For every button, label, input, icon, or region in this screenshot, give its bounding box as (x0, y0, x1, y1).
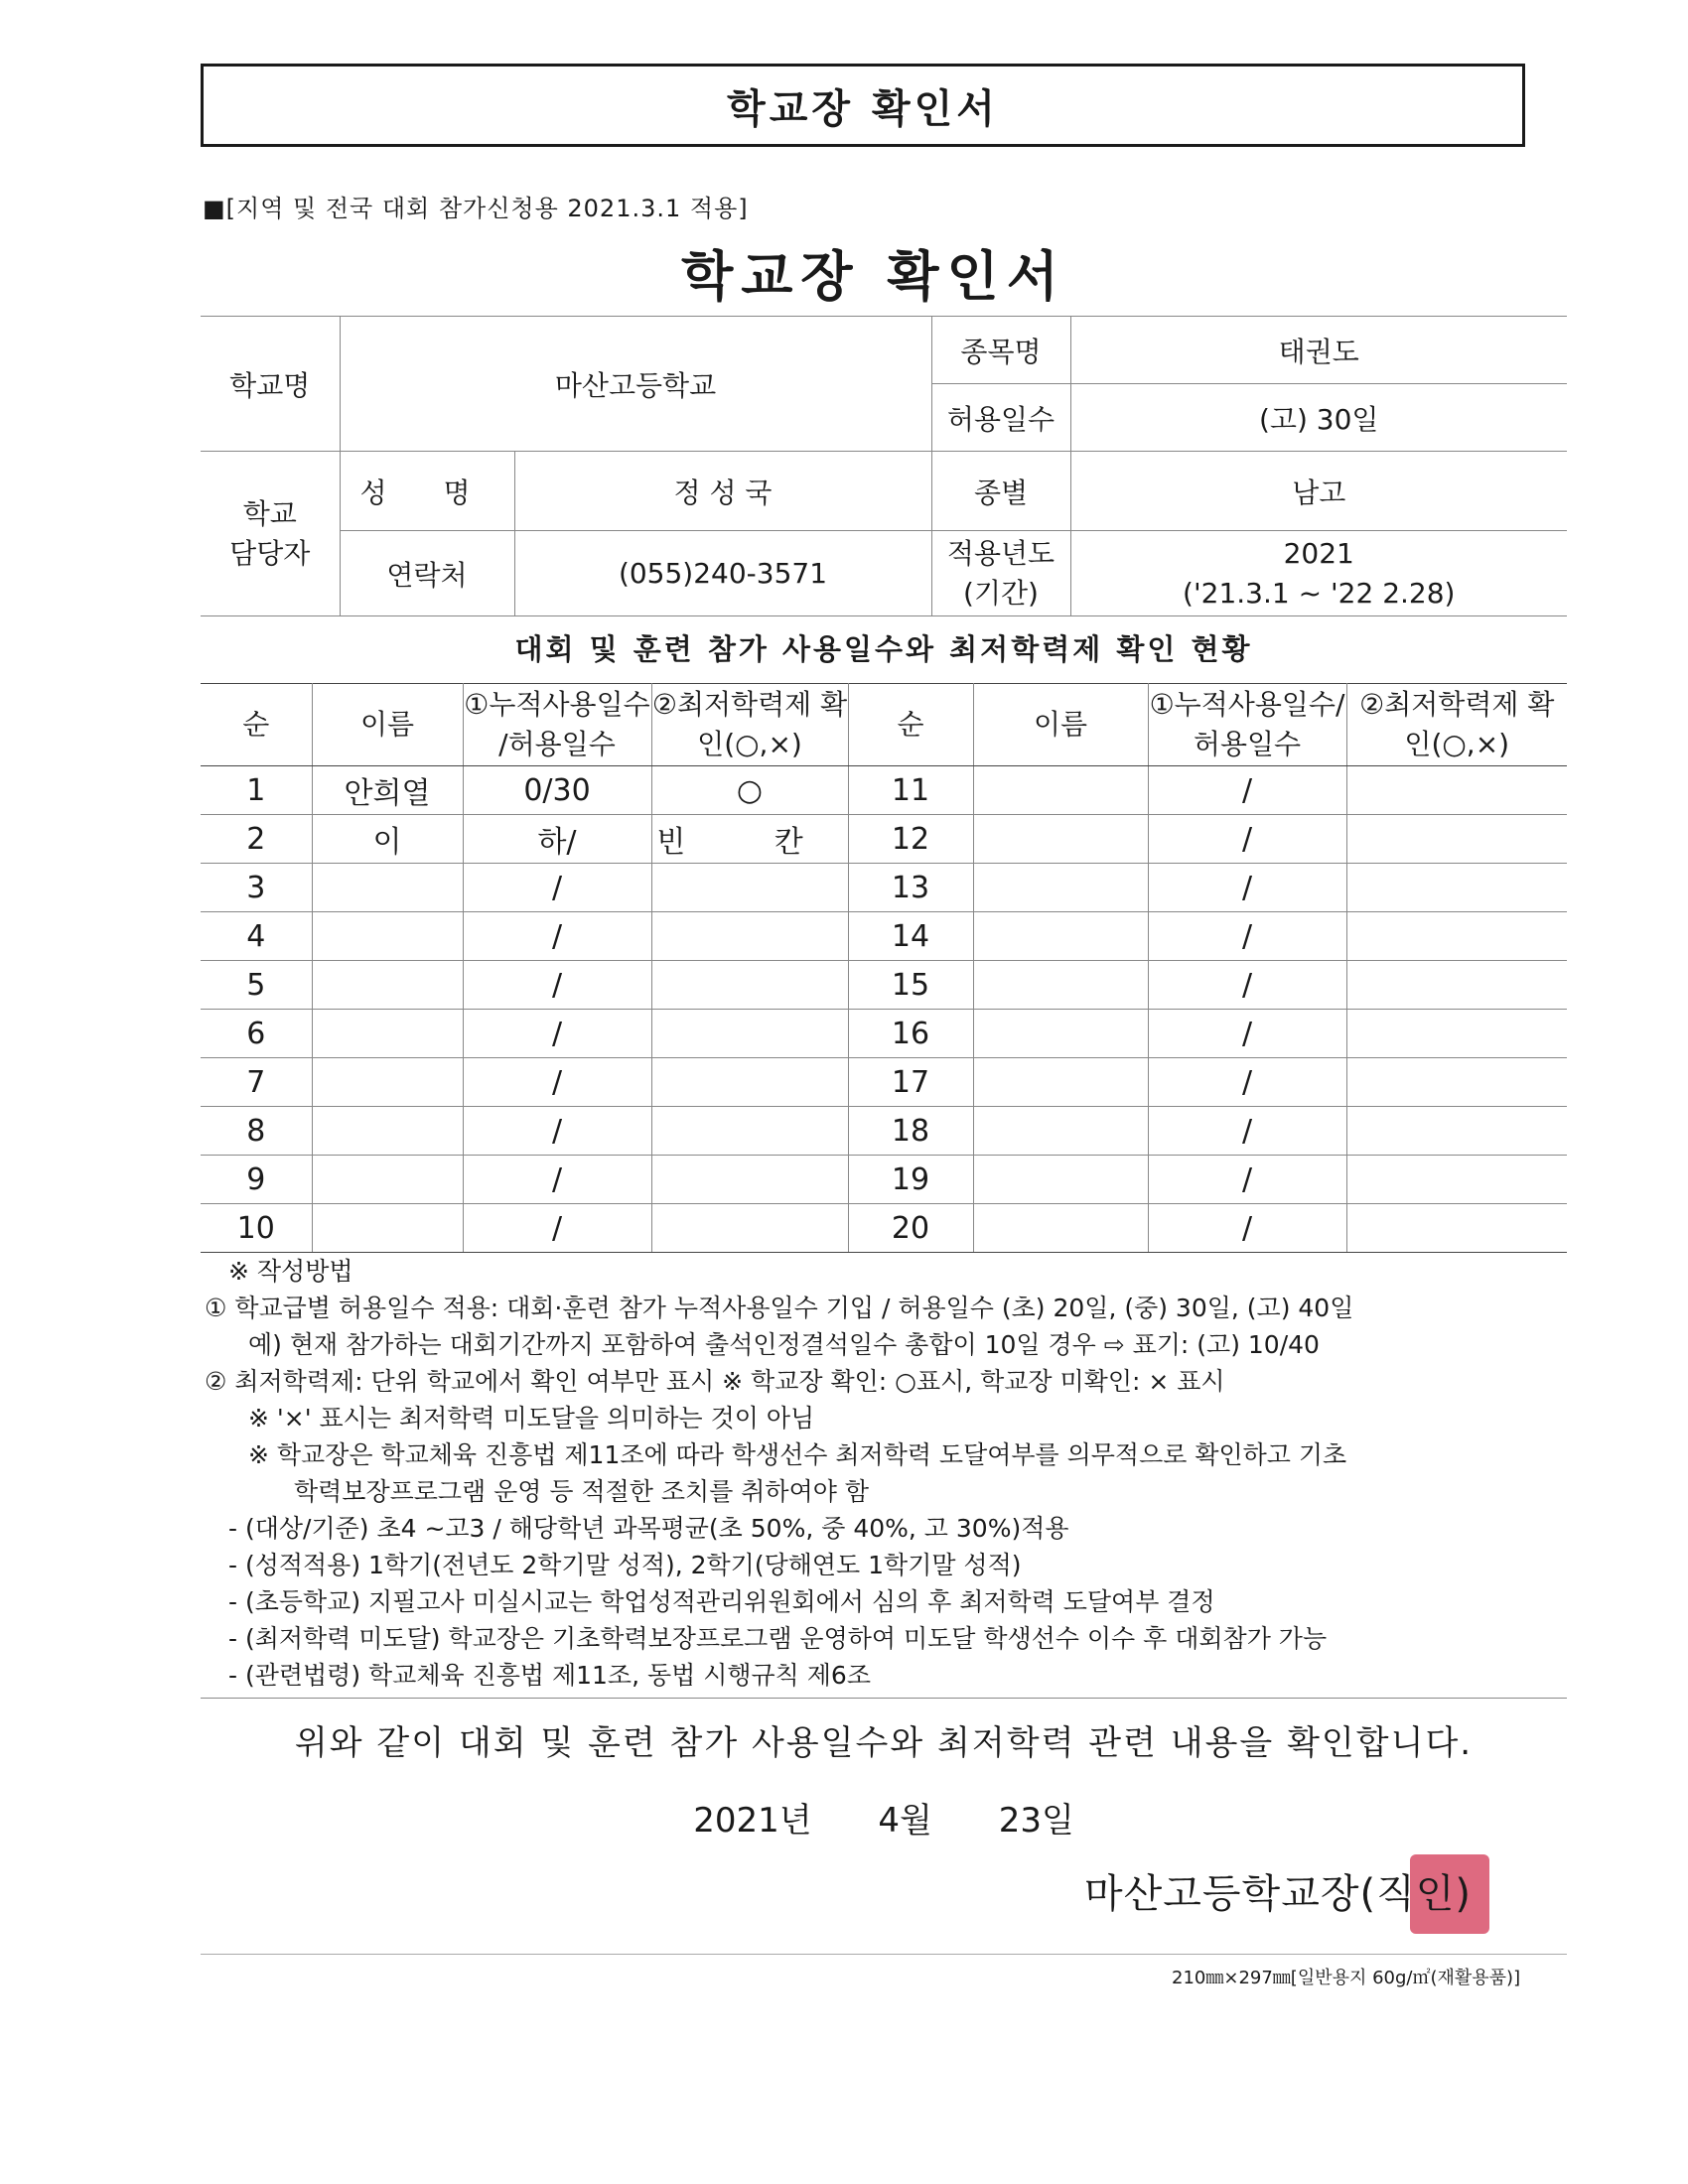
student-name (312, 1010, 463, 1058)
days-used: / (463, 912, 651, 961)
table-row (201, 912, 1567, 961)
days-used: / (1148, 1010, 1346, 1058)
row-number: 2 (201, 815, 312, 864)
row-number: 7 (201, 1058, 312, 1107)
student-name (312, 1204, 463, 1253)
student-name (973, 766, 1148, 815)
row-number: 5 (201, 961, 312, 1010)
days-used: / (463, 864, 651, 912)
divider (201, 1954, 1567, 1955)
event-value: 태권도 (1070, 317, 1567, 384)
student-name: 이 (312, 815, 463, 864)
header-number-2: 순 (848, 684, 973, 766)
row-number: 17 (848, 1058, 973, 1107)
days-used: / (1148, 1058, 1346, 1107)
school-name: 마산고등학교 (340, 317, 931, 452)
confirmation-statement: 위와 같이 대회 및 훈련 참가 사용일수와 최저학력 관련 내용을 확인합니다. (294, 1723, 1474, 1763)
achievement-check (651, 1010, 848, 1058)
year-cell (1070, 531, 1567, 616)
period-value: ('21.3.1 ~ '22 2.28) (1183, 576, 1456, 610)
achievement-check (651, 1204, 848, 1253)
days-used: / (463, 1204, 651, 1253)
student-name (973, 961, 1148, 1010)
staff-name-label: 성 명 (340, 452, 514, 531)
student-name (312, 1058, 463, 1107)
achievement-check (1346, 961, 1567, 1010)
student-name (312, 912, 463, 961)
header-check-2: ②최저학력제 확인(○,×) (1346, 684, 1567, 766)
form-subheader: ■[지역 및 전국 대회 참가신청용 2021.3.1 적용] (203, 195, 749, 222)
school-info-table (201, 316, 1567, 616)
student-name (973, 1204, 1148, 1253)
row-number: 18 (848, 1107, 973, 1156)
achievement-check: ○ (651, 766, 848, 815)
staff-label: 학교 담당자 (201, 452, 340, 616)
row-number: 19 (848, 1156, 973, 1204)
achievement-check (1346, 815, 1567, 864)
days-used: / (463, 1107, 651, 1156)
row-number: 16 (848, 1010, 973, 1058)
instruction-bullet: - (초등학교) 지필고사 미실시교는 학업성적관리위원회에서 심의 후 최저학력 도달여부 결정 (228, 1587, 1215, 1616)
table-row (201, 1107, 1567, 1156)
row-number: 9 (201, 1156, 312, 1204)
category-label: 종별 (931, 452, 1070, 531)
days-used: / (1148, 912, 1346, 961)
days-used: / (463, 961, 651, 1010)
header-name-2: 이름 (973, 684, 1148, 766)
section-title: 대회 및 훈련 참가 사용일수와 최저학력제 확인 현황 (514, 632, 1253, 666)
row-number: 10 (201, 1204, 312, 1253)
achievement-check (1346, 1204, 1567, 1253)
contact-value: (055)240-3571 (514, 531, 931, 616)
days-used: / (463, 1010, 651, 1058)
table-row (201, 815, 1567, 864)
student-name (973, 1156, 1148, 1204)
achievement-check (651, 1156, 848, 1204)
category-value: 남고 (1070, 452, 1567, 531)
instruction-bullet: - (관련법령) 학교체육 진흥법 제11조, 동법 시행규칙 제6조 (228, 1661, 871, 1690)
school-label: 학교명 (201, 317, 340, 452)
days-used: / (1148, 1156, 1346, 1204)
row-number: 12 (848, 815, 973, 864)
student-name: 안희열 (312, 766, 463, 815)
days-used: / (463, 1058, 651, 1107)
days-used: / (1148, 864, 1346, 912)
issue-date (201, 1793, 1567, 1842)
student-name (973, 864, 1148, 912)
instruction-bullet: - (최저학력 미도달) 학교장은 기초학력보장프로그램 운영하여 미도달 학생선수 이수 후 대회참가 가능 (228, 1624, 1328, 1653)
student-name (973, 1010, 1148, 1058)
top-title: 학교장 확인서 (727, 85, 999, 132)
row-number: 15 (848, 961, 973, 1010)
student-name (973, 1058, 1148, 1107)
row-number: 4 (201, 912, 312, 961)
student-name (973, 815, 1148, 864)
instruction-bullet: - (대상/기준) 초4 ~고3 / 해당학년 과목평균(초 50%, 중 40%, 고 30%)적용 (228, 1514, 1069, 1543)
allowed-days-label: 허용일수 (931, 384, 1070, 452)
row-number: 1 (201, 766, 312, 815)
instruction-bullet: - (성적적용) 1학기(전년도 2학기말 성적), 2학기(당해연도 1학기말 성적) (228, 1551, 1022, 1579)
header-days-2: ①누적사용일수/ 허용일수 (1148, 684, 1346, 766)
row-number: 8 (201, 1107, 312, 1156)
principal-signature: 마산고등학교장(직인) (1084, 1871, 1472, 1917)
header-days-1: ①누적사용일수 /허용일수 (463, 684, 651, 766)
days-used: 0/30 (463, 766, 651, 815)
row-number: 6 (201, 1010, 312, 1058)
instruction-item: ② 최저학력제: 단위 학교에서 확인 여부만 표시 ※ 학교장 확인: ○표시, 학교장 미확인: × 표시 (205, 1367, 1225, 1396)
records-header-row (201, 684, 1567, 766)
header-name-1: 이름 (312, 684, 463, 766)
table-row (201, 864, 1567, 912)
instruction-note: 학력보장프로그램 운영 등 적절한 조치를 취하여야 함 (294, 1477, 869, 1506)
achievement-check (651, 864, 848, 912)
achievement-check (1346, 1058, 1567, 1107)
student-name (312, 1156, 463, 1204)
header-number-1: 순 (201, 684, 312, 766)
row-number: 11 (848, 766, 973, 815)
row-number: 14 (848, 912, 973, 961)
table-row (201, 1156, 1567, 1204)
achievement-check: 빈 칸 (651, 815, 848, 864)
contact-label: 연락처 (340, 531, 514, 616)
days-used: / (463, 1156, 651, 1204)
table-row (201, 961, 1567, 1010)
achievement-check (1346, 766, 1567, 815)
student-name (312, 864, 463, 912)
table-row (201, 1010, 1567, 1058)
row-number: 3 (201, 864, 312, 912)
date-month: 4월 (878, 1801, 932, 1841)
event-label: 종목명 (931, 317, 1070, 384)
achievement-check (1346, 1010, 1567, 1058)
student-name (973, 912, 1148, 961)
row-number: 20 (848, 1204, 973, 1253)
divider (201, 1698, 1567, 1699)
days-used: 하/ (463, 815, 651, 864)
days-used: / (1148, 1204, 1346, 1253)
student-name (312, 961, 463, 1010)
header-check-1: ②최저학력제 확인(○,×) (651, 684, 848, 766)
days-used: / (1148, 961, 1346, 1010)
year-value: 2021 (1283, 536, 1354, 570)
records-table (201, 683, 1567, 1253)
days-used: / (1148, 766, 1346, 815)
table-row (201, 1204, 1567, 1253)
date-day: 23일 (998, 1801, 1074, 1841)
achievement-check (651, 912, 848, 961)
achievement-check (651, 961, 848, 1010)
student-name (312, 1107, 463, 1156)
allowed-days-value: (고) 30일 (1070, 384, 1567, 452)
achievement-check (1346, 912, 1567, 961)
achievement-check (651, 1107, 848, 1156)
student-name (973, 1107, 1148, 1156)
row-number: 13 (848, 864, 973, 912)
achievement-check (651, 1058, 848, 1107)
staff-name-value: 정 성 국 (514, 452, 931, 531)
page-title: 학교장 확인서 (681, 245, 1066, 308)
instructions-heading: ※ 작성방법 (228, 1257, 353, 1286)
instruction-note: ※ 학교장은 학교체육 진흥법 제11조에 따라 학생선수 최저학력 도달여부를 의무적으로 확인하고 기초 (248, 1440, 1347, 1469)
instruction-item: ① 학교급별 허용일수 적용: 대회·훈련 참가 누적사용일수 기입 / 허용일수 (초) 20일, (중) 30일, (고) 40일 (205, 1294, 1354, 1322)
instruction-note: ※ '×' 표시는 최저학력 미도달을 의미하는 것이 아님 (248, 1404, 815, 1433)
achievement-check (1346, 1156, 1567, 1204)
achievement-check (1346, 864, 1567, 912)
instructions (205, 1253, 1575, 1694)
paper-spec-footer: 210㎜×297㎜[일반용지 60g/㎡(재활용품)] (1172, 1968, 1521, 1988)
achievement-check (1346, 1107, 1567, 1156)
instruction-example: 예) 현재 참가하는 대회기간까지 포함하여 출석인정결석일수 총합이 10일 경우 ⇨ 표기: (고) 10/40 (248, 1330, 1320, 1359)
table-row (201, 766, 1567, 815)
top-title-box (201, 64, 1525, 147)
days-used: / (1148, 815, 1346, 864)
date-year: 2021년 (693, 1801, 812, 1841)
year-label: 적용년도 (기간) (931, 531, 1070, 616)
days-used: / (1148, 1107, 1346, 1156)
table-row (201, 1058, 1567, 1107)
